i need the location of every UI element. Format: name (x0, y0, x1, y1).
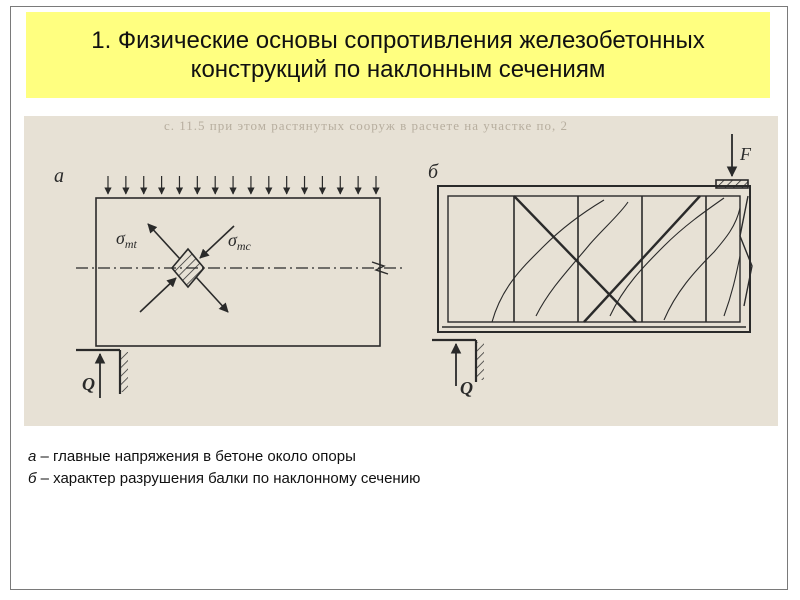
support-b-force-label: Q (460, 378, 473, 398)
sigma-mc-arrow-in-bottom (140, 278, 176, 312)
diagram-b-label: б (428, 161, 439, 183)
reinforcement-cage (448, 196, 740, 322)
caption-line-b (28, 468, 768, 490)
caption (28, 446, 768, 490)
load-plate (716, 180, 748, 188)
caption-text-a: – главные напряжения в бетоне около опоры (36, 448, 356, 465)
diagram-a (54, 165, 402, 398)
crack (724, 256, 740, 316)
sigma-mt-label: $\sigma_{mt}$ (116, 228, 137, 251)
diagram-a-label: а (54, 165, 64, 187)
caption-letter-b: б (28, 470, 37, 487)
caption-letter-a: а (28, 448, 37, 465)
caption-text-b: – характер разрушения балки по наклонному сечению (36, 470, 421, 487)
support-b (432, 340, 484, 386)
sigma-mt-arrow-down (196, 277, 228, 312)
slide-title-line-1: 1. Физические основы сопротивления железобетонных (91, 27, 705, 54)
sigma-mc-label: $\sigma_{mc}$ (228, 230, 251, 253)
force-f-label: F (740, 144, 751, 164)
beam-a (96, 198, 380, 346)
crack (492, 200, 604, 322)
slide-title-line-2: конструкций по наклонным сечениям (190, 56, 606, 83)
sigma-mt-arrow-up (148, 224, 180, 259)
crack (610, 198, 724, 316)
caption-line-a (28, 446, 768, 468)
support-a-force-label: Q (82, 374, 95, 394)
scanned-figure (24, 116, 778, 426)
slide-title (26, 12, 770, 98)
distributed-load (108, 176, 376, 194)
diagram-b (428, 134, 752, 398)
figure-drawing (24, 116, 778, 426)
bleed-through-text: с. 11.5 при этом растянутых сооруж в расчете на участке по, 2 (164, 118, 568, 133)
